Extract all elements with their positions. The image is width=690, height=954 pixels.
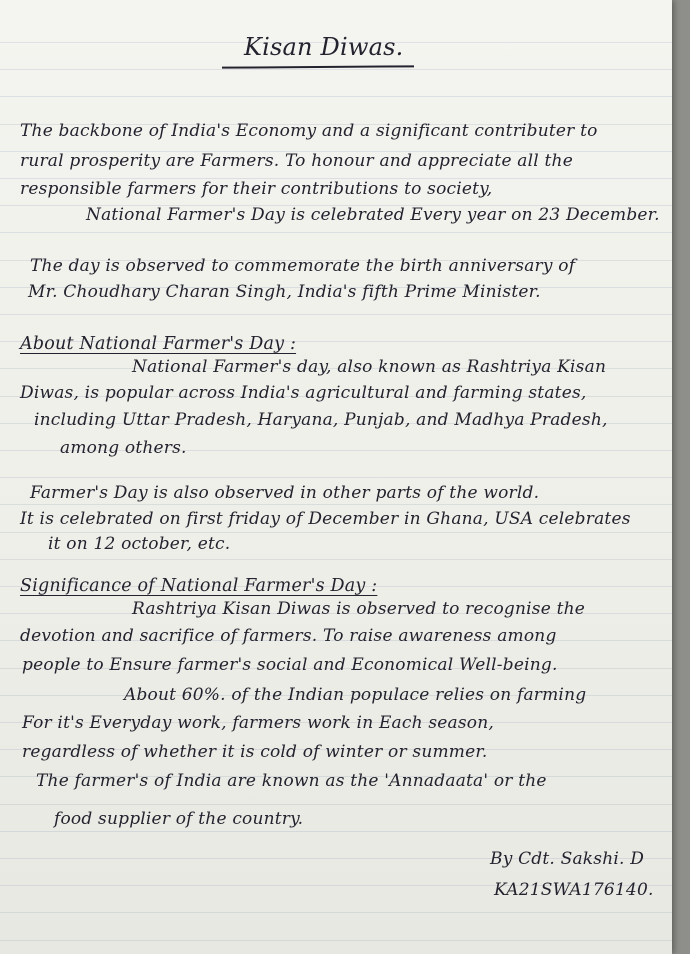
world-line-1: Farmer's Day is also observed in other parts of the world. <box>30 483 540 503</box>
ruled-line <box>0 69 672 70</box>
ruled-line <box>0 314 672 315</box>
significance-line-1: Rashtriya Kisan Diwas is observed to recognise the <box>132 599 586 619</box>
intro-line-3: responsible farmers for their contributions to society, <box>20 179 493 199</box>
ruled-line <box>0 477 672 478</box>
world-line-3: it on 12 october, etc. <box>48 534 231 554</box>
significance-line-5: For it's Everyday work, farmers work in Each season, <box>22 713 494 733</box>
signature-name: By Cdt. Sakshi. D <box>490 849 645 869</box>
significance-heading: Significance of National Farmer's Day : <box>20 576 378 596</box>
about-heading: About National Farmer's Day : <box>20 334 297 354</box>
about-line-3: including Uttar Pradesh, Haryana, Punjab, and Madhya Pradesh, <box>34 410 608 430</box>
signature-id: KA21SWA176140. <box>494 880 654 900</box>
significance-line-6: regardless of whether it is cold of winter or summer. <box>22 742 488 762</box>
intro-line-4: National Farmer's Day is celebrated Every year on 23 December. <box>86 205 660 225</box>
about-line-2: Diwas, is popular across India's agricultural and farming states, <box>20 383 587 403</box>
page-title: Kisan Diwas. <box>244 33 404 61</box>
significance-line-3: people to Ensure farmer's social and Economical Well-being. <box>22 655 558 675</box>
significance-line-7: The farmer's of India are known as the 'Annadaata' or the <box>36 771 547 791</box>
observed-line-1: The day is observed to commemorate the birth anniversary of <box>30 256 576 276</box>
ruled-line <box>0 831 672 832</box>
ruled-line <box>0 804 672 805</box>
about-line-1: National Farmer's day, also known as Rashtriya Kisan <box>132 357 607 377</box>
about-line-4: among others. <box>60 438 187 458</box>
significance-line-2: devotion and sacrifice of farmers. To raise awareness among <box>20 626 557 646</box>
significance-line-4: About 60%. of the Indian populace relies on farming <box>124 685 587 705</box>
ruled-line <box>0 912 672 913</box>
observed-line-2: Mr. Choudhary Charan Singh, India's fifth Prime Minister. <box>28 282 541 302</box>
intro-line-2: rural prosperity are Farmers. To honour and appreciate all the <box>20 151 573 171</box>
ruled-line <box>0 940 672 941</box>
significance-line-8: food supplier of the country. <box>54 809 304 829</box>
ruled-line <box>0 559 672 560</box>
ruled-line <box>0 532 672 533</box>
intro-line-1: The backbone of India's Economy and a significant contributer to <box>20 121 598 141</box>
world-line-2: It is celebrated on first friday of December in Ghana, USA celebrates <box>20 509 631 529</box>
ruled-line <box>0 96 672 97</box>
ruled-line <box>0 232 672 233</box>
ruled-line <box>0 504 672 505</box>
